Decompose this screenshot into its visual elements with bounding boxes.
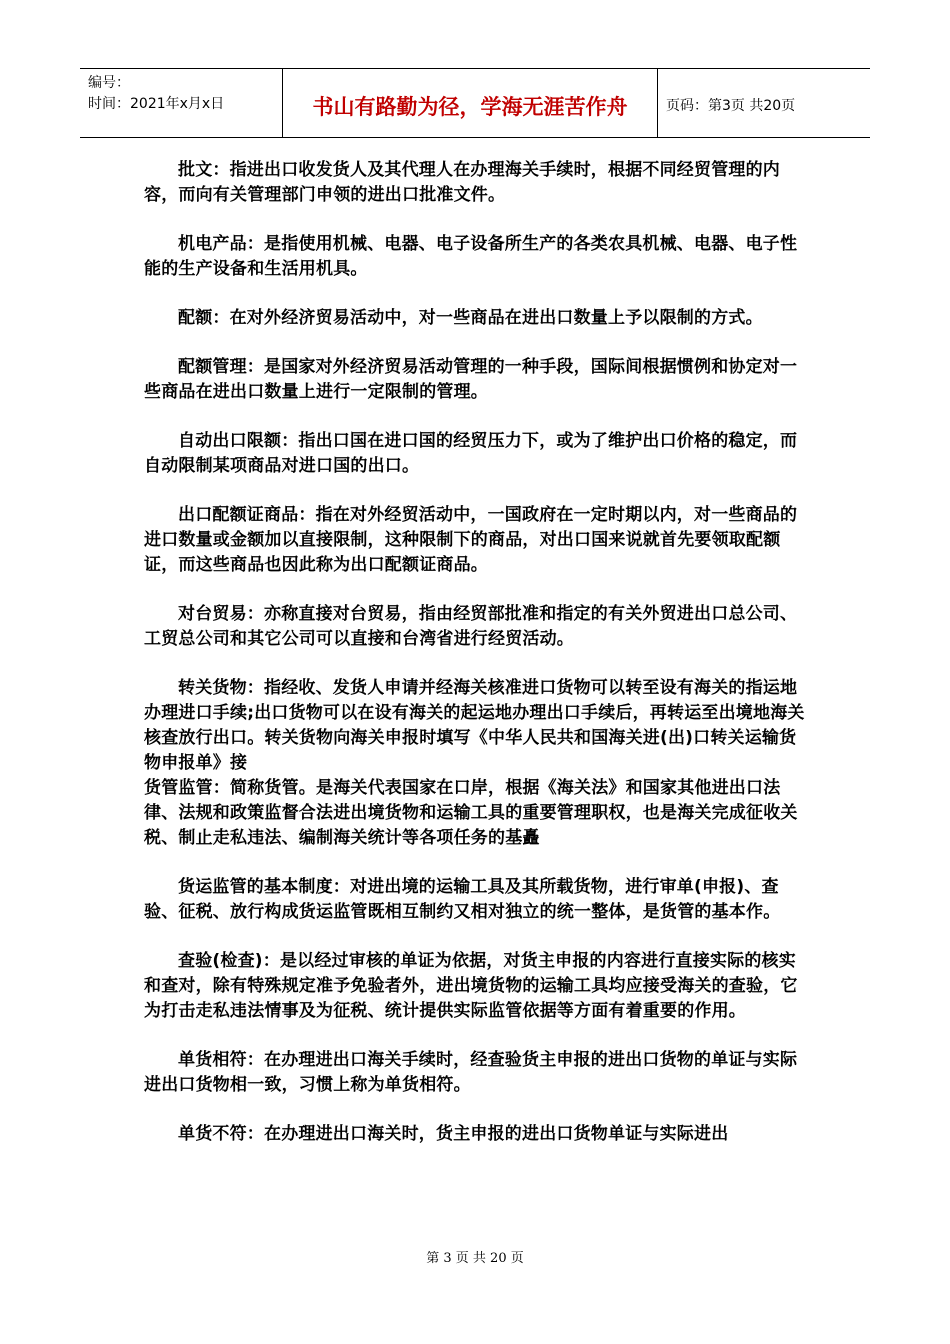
paragraph-zi-dong-chu-kou-xian-e: 自动出口限额：指出口国在进口国的经贸压力下，或为了维护出口价格的稳定，而自动限制某项商品对进口国的出口。: [144, 431, 798, 476]
paragraph-huo-yun-jian-guan: 货运监管的基本制度：对进出境的运输工具及其所载货物，进行审单(申报)、查验、征税、放行构成货运监管既相互制约又相对独立的统一整体，是货管的基本作。: [144, 877, 781, 922]
paragraph-pi-wen: 批文：指进出口收发货人及其代理人在办理海关手续时，根据不同经贸管理的内容，而向有关管理部门申领的进出口批准文件。: [144, 160, 780, 205]
paragraph-ji-dian-chan-pin: 机电产品：是指使用机械、电器、电子设备所生产的各类农具机械、电器、电子性能的生产设备和生活用机具。: [144, 234, 798, 279]
page-footer: 第 3 页 共 20 页: [426, 1251, 524, 1266]
document-body: [144, 158, 810, 1171]
paragraph-pei-e: 配额：在对外经济贸易活动中，对一些商品在进出口数量上予以限制的方式。: [178, 308, 763, 328]
header-meta: [80, 69, 283, 137]
paragraph-chu-kou-pei-e-zheng: 出口配额证商品：指在对外经贸活动中，一国政府在一定时期以内，对一些商品的进口数量或金额加以直接限制，这种限制下的商品，对出口国来说就首先要领取配额证，而这些商品也因此称为出口配额证商品。: [144, 505, 798, 575]
document-time-label: 时间：2021年x月x日: [88, 96, 225, 112]
page-header: [80, 68, 870, 138]
header-page-info: 页码：第3页 共20页: [666, 98, 796, 114]
paragraph-zhuan-guan-huo-wu: 转关货物：指经收、发货人申请并经海关核准进口货物可以转至设有海关的指运地办理进口手续;出口货物可以在设有海关的起运地办理出口手续后，再转运至出境地海关核查放行出口。转关货物向海关申报时填写《中华人民共和国海关进(出)口转关运输货物申报单》接: [144, 678, 805, 773]
paragraph-cha-yan: 查验(检查)：是以经过审核的单证为依据，对货主申报的内容进行直接实际的核实和查对，除有特殊规定准予免验者外，进出境货物的运输工具均应接受海关的查验，它为打击走私违法情事及为征税、统计提供实际监管依据等方面有着重要的作用。: [144, 951, 798, 1021]
document-number-label: 编号：: [88, 75, 130, 91]
paragraph-dan-huo-xiang-fu: 单货相符：在办理进出口海关手续时，经查验货主申报的进出口货物的单证与实际进出口货物相一致，习惯上称为单货相符。: [144, 1050, 798, 1095]
paragraph-pei-e-guan-li: 配额管理：是国家对外经济贸易活动管理的一种手段，国际间根据惯例和协定对一些商品在进出口数量上进行一定限制的管理。: [144, 357, 798, 402]
paragraph-dan-huo-bu-fu: 单货不符：在办理进出口海关时，货主申报的进出口货物单证与实际进出: [178, 1124, 729, 1144]
paragraph-dui-tai-mao-yi: 对台贸易：亦称直接对台贸易，指由经贸部批准和指定的有关外贸进出口总公司、工贸总公司和其它公司可以直接和台湾省进行经贸活动。: [144, 604, 798, 649]
header-motto: 书山有路勤为径，学海无涯苦作舟: [283, 69, 658, 137]
paragraph-huo-guan-jian-guan: 货管监管：简称货管。是海关代表国家在口岸，根据《海关法》和国家其他进出口法律、法规和政策监督合法进出境货物和运输工具的重要管理职权，也是海关完成征收关税、制止走私违法、编制海关统计等各项任务的基矗: [144, 778, 798, 848]
